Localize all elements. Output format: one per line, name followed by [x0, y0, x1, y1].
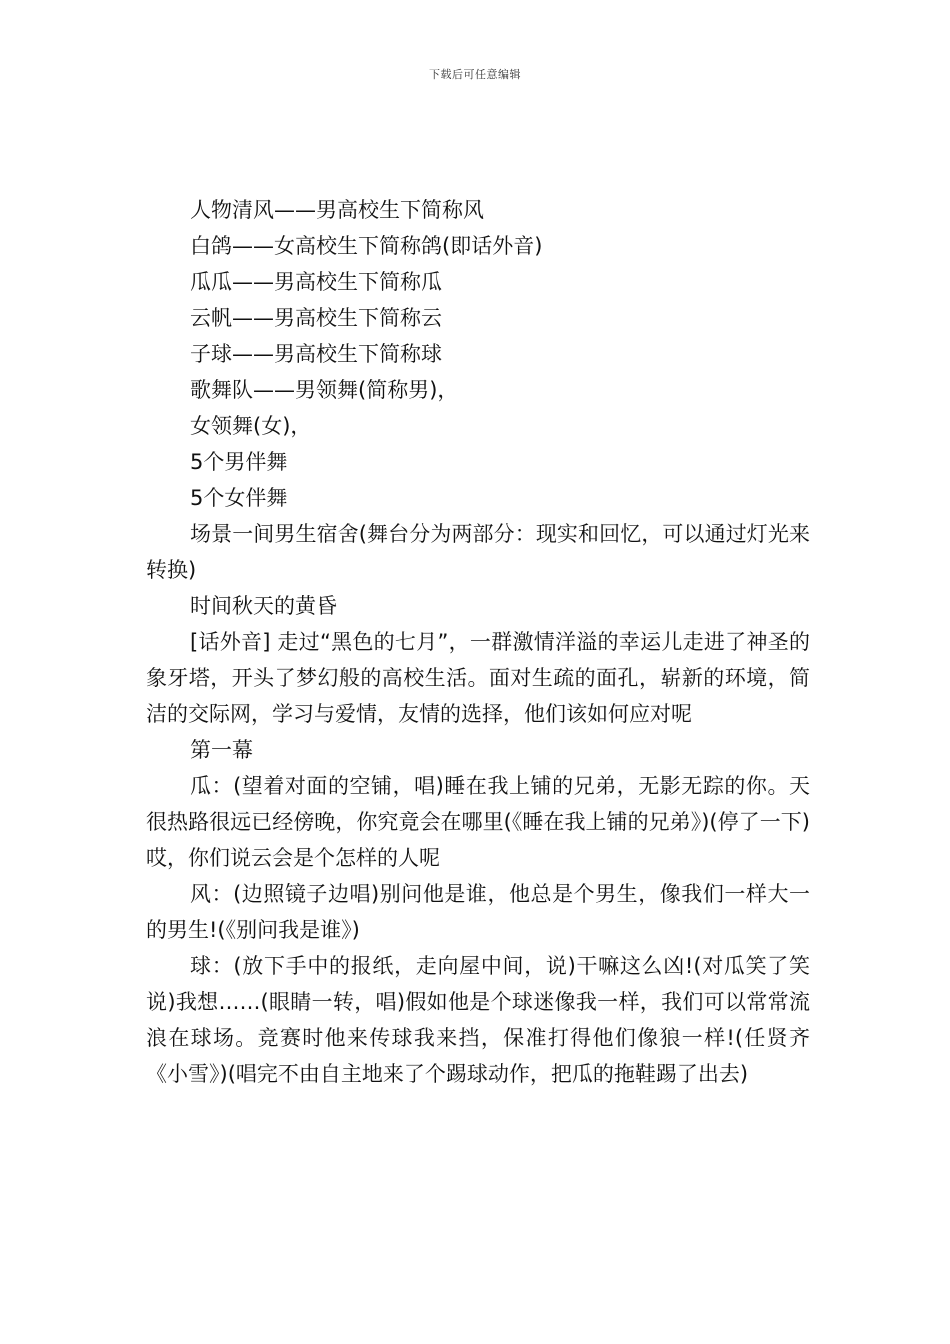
script-body: [146, 192, 810, 1092]
scene-setting: 场景一间男生宿舍(舞台分为两部分：现实和回忆，可以通过灯光来转换): [146, 522, 810, 582]
page-header: 下载后可任意编辑: [429, 68, 521, 81]
voiceover-paragraph: [话外音] 走过“黑色的七月”，一群激情洋溢的幸运儿走进了神圣的象牙塔，开头了梦幻般的高校生活。面对生疏的面孔，崭新的环境，简洁的交际网，学习与爱情，友情的选择，他们该如何应对呢: [146, 630, 810, 726]
cast-line: 歌舞队——男领舞(简称男)，: [190, 378, 459, 402]
cast-line: 白鸽——女高校生下简称鸽(即话外音): [190, 234, 543, 258]
dialogue-paragraph: 瓜：(望着对面的空铺，唱)睡在我上铺的兄弟，无影无踪的你。天很热路很远已经傍晚，你究竟会在哪里(《睡在我上铺的兄弟》)(停了一下)哎，你们说云会是个怎样的人呢: [146, 774, 810, 870]
cast-line: 人物清风——男高校生下简称风: [190, 198, 484, 222]
cast-line: 子球——男高校生下简称球: [190, 342, 442, 366]
cast-line: 5个女伴舞: [190, 486, 288, 510]
act-heading: 第一幕: [190, 738, 253, 762]
cast-line: 云帆——男高校生下简称云: [190, 306, 442, 330]
time-setting: 时间秋天的黄昏: [190, 594, 337, 618]
cast-line: 5个男伴舞: [190, 450, 288, 474]
dialogue-paragraph: 球：(放下手中的报纸，走向屋中间，说)干嘛这么凶!(对瓜笑了笑说)我想……(眼睛一转，唱)假如他是个球迷像我一样，我们可以常常流浪在球场。竞赛时他来传球我来挡，保准打得他们像狼一样!(任贤齐《小雪》)(唱完不由自主地来了个踢球动作，把瓜的拖鞋踢了出去): [146, 954, 810, 1086]
cast-line: 女领舞(女)，: [190, 414, 312, 438]
dialogue-paragraph: 风：(边照镜子边唱)别问他是谁，他总是个男生，像我们一样大一的男生!(《别问我是谁》): [146, 882, 810, 942]
cast-line: 瓜瓜——男高校生下简称瓜: [190, 270, 442, 294]
